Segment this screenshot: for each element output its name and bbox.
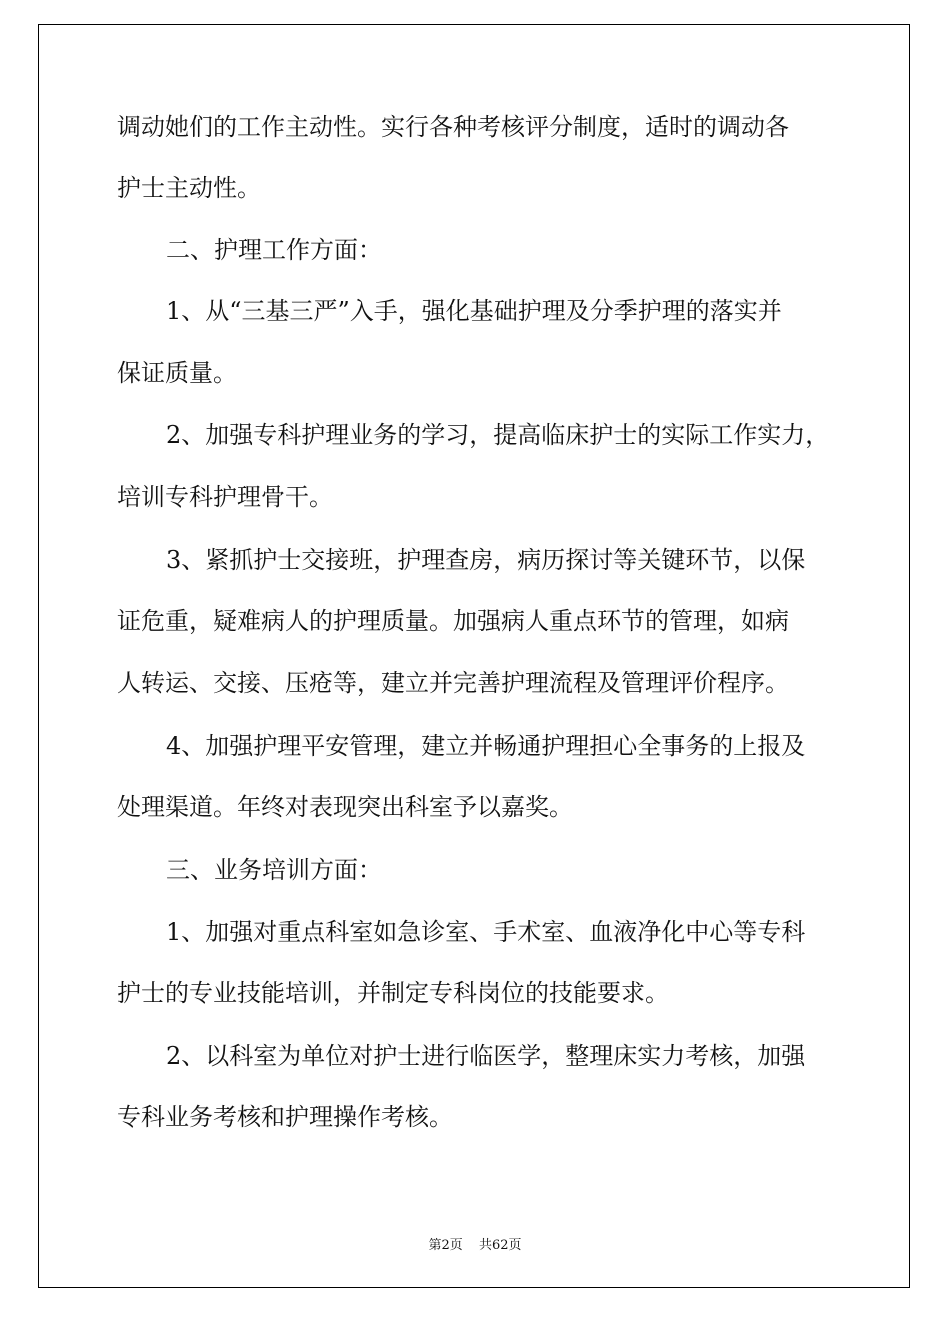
page-number: 第2页 xyxy=(428,1238,463,1253)
page-border xyxy=(38,24,910,1288)
text-line: 保证质量。 xyxy=(117,359,237,387)
page-total: 共62页 xyxy=(478,1238,522,1253)
section-heading: 三、业务培训方面： xyxy=(166,856,382,884)
text-line: 培训专科护理骨干。 xyxy=(117,483,333,511)
text-line: 2、加强专科护理业务的学习，提高临床护士的实际工作实力， xyxy=(166,421,830,449)
text-line: 证危重，疑难病人的护理质量。加强病人重点环节的管理，如病 xyxy=(117,607,789,635)
text-line: 处理渠道。年终对表现突出科室予以嘉奖。 xyxy=(117,793,573,821)
text-line: 护士主动性。 xyxy=(117,174,261,202)
text-line: 调动她们的工作主动性。实行各种考核评分制度，适时的调动各 xyxy=(117,113,789,141)
text-line: 专科业务考核和护理操作考核。 xyxy=(117,1103,453,1131)
section-heading: 二、护理工作方面： xyxy=(166,236,382,264)
text-line: 1、加强对重点科室如急诊室、手术室、血液净化中心等专科 xyxy=(166,918,806,946)
page-footer xyxy=(0,1234,950,1253)
text-line: 护士的专业技能培训，并制定专科岗位的技能要求。 xyxy=(117,979,669,1007)
text-line: 3、紧抓护士交接班，护理查房，病历探讨等关键环节，以保 xyxy=(166,546,806,574)
text-line: 4、加强护理平安管理，建立并畅通护理担心全事务的上报及 xyxy=(166,732,806,760)
text-line: 1、从“三基三严”入手，强化基础护理及分季护理的落实并 xyxy=(166,297,782,325)
text-line: 人转运、交接、压疮等，建立并完善护理流程及管理评价程序。 xyxy=(117,669,789,697)
text-line: 2、以科室为单位对护士进行临医学，整理床实力考核，加强 xyxy=(166,1042,806,1070)
